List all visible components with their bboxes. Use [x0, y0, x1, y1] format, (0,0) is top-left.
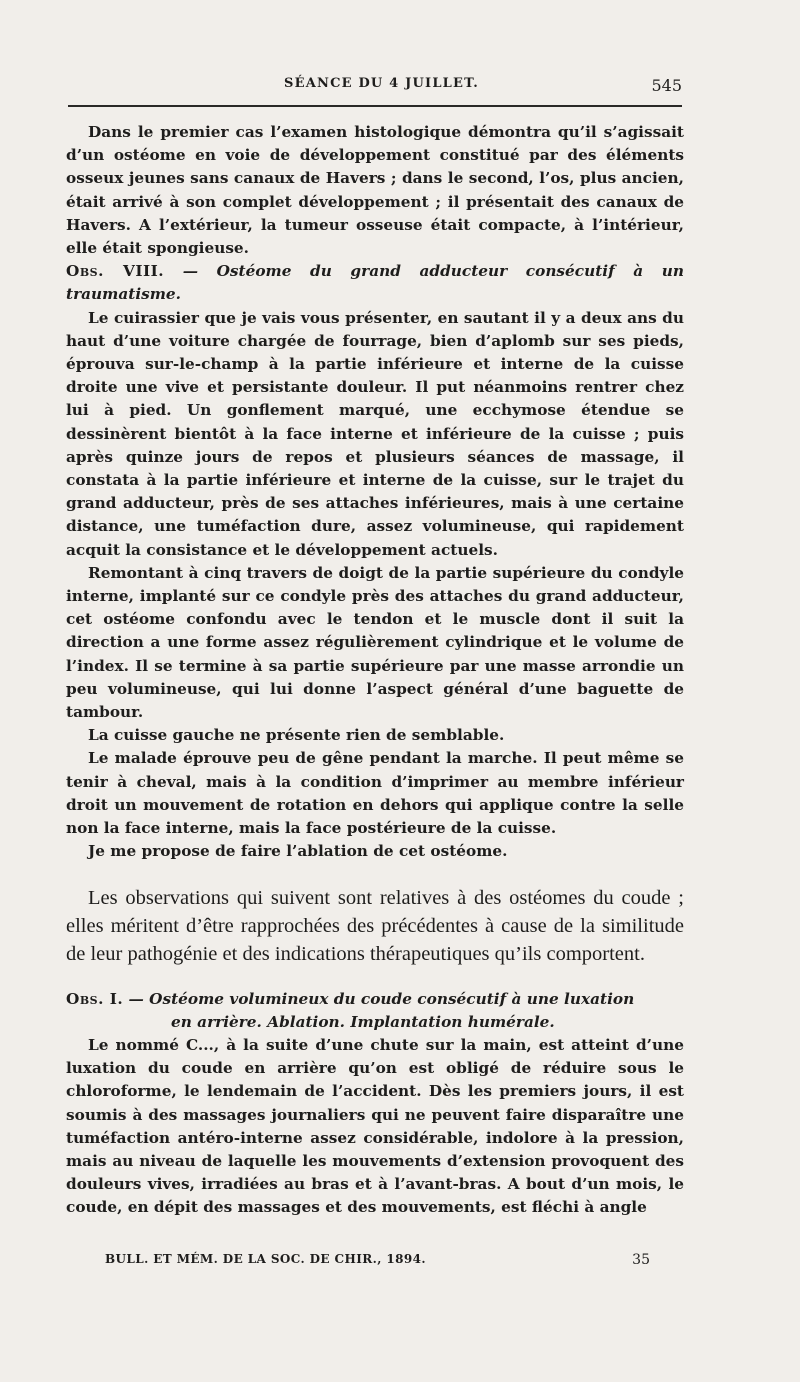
paragraph-elbow-intro: Les observations qui suivent sont relatives à des ostéomes du coude ; elles méritent d’être rapprochées des précédentes à cause de la similitude de leur pathogénie et des indications thérapeutiques qu’ils comportent.	[66, 886, 684, 965]
running-title: SÉANCE DU 4 JUILLET.	[284, 76, 480, 91]
body-text	[66, 121, 684, 1220]
observation-label: Obs. I.	[66, 989, 124, 1008]
footer-citation: BULL. ET MÉM. DE LA SOC. DE CHIR., 1894.	[105, 1252, 426, 1266]
paragraph-case-cuirassier: Le cuirassier que je vais vous présenter, en sautant il y a deux ans du haut d’une voiture chargée de fourrage, bien d’aplomb sur ses pieds, éprouva sur-le-champ à la partie inférieure et interne de la cuisse droite une vive et persistante douleur. Il put néanmoins rentrer chez lui à pied. Un gonflement marqué, une ecchymose étendue se dessinèrent bientôt à la face interne et inférieure de la cuisse ; puis après quinze jours de repos et plusieurs séances de massage, il constata à la partie inférieure et interne de la cuisse, sur le trajet du grand adducteur, près de ses attaches inférieures, mais à une certaine distance, une tuméfaction dure, assez volumineuse, qui rapidement acquit la consistance et le développement actuels.	[66, 308, 684, 559]
observation-heading-i	[66, 988, 684, 1034]
paragraph-left-thigh: La cuisse gauche ne présente rien de semblable.	[88, 726, 505, 745]
page-number: 545	[651, 76, 682, 95]
paragraph-gait: Le malade éprouve peu de gêne pendant la marche. Il peut même se tenir à cheval, mais à la condition d’imprimer au membre inférieur droit un mouvement de rotation en dehors qui applique contre la selle non la face interne, mais la face postérieure de la cuisse.	[66, 749, 684, 838]
sheet-number: 35	[632, 1252, 650, 1268]
observation-title: — Ostéome volumineux du coude consécutif à une luxation	[123, 989, 635, 1008]
header-rule	[68, 105, 682, 107]
paragraph-case-c: Le nommé C..., à la suite d’une chute sur la main, est atteint d’une luxation du coude en arrière qu’on est obligé de réduire sous le chloroforme, le lendemain de l’accident. Dès les premiers jours, il est soumis à des massages journaliers qui ne peuvent faire disparaître une tuméfaction antéro-interne assez considérable, indolore à la pression, mais au niveau de laquelle les mouvements d’extension provoquent des douleurs vives, irradiées au bras et à l’avant-bras. A bout d’un mois, le coude, en dépit des massages et des mouvements, est fléchi à angle	[66, 1035, 684, 1217]
observation-title: — Ostéome du grand adducteur consécutif à un traumatisme.	[66, 262, 684, 304]
paragraph-osteome-description: Remontant à cinq travers de doigt de la partie supérieure du condyle interne, implanté sur ce condyle près des attaches du grand adducteur, cet ostéome confondu avec le tendon et le muscle dont il suit la direction a une forme assez régulièrement cylindrique et le volume de l’index. Il se termine à sa partie supérieure par une masse arrondie un peu volumineuse, qui lui donne l’aspect général d’une baguette de tambour.	[66, 563, 684, 722]
observation-title-continued: en arrière. Ablation. Implantation humérale.	[171, 1012, 555, 1031]
page-footer	[105, 1252, 650, 1272]
page-header	[68, 76, 682, 98]
observation-label: Obs. VIII.	[66, 262, 165, 281]
paragraph-ablation: Je me propose de faire l’ablation de cet ostéome.	[88, 842, 508, 861]
paragraph-histology: Dans le premier cas l’examen histologique démontra qu’il s’agissait d’un ostéome en voie de développement constitué par des éléments osseux jeunes sans canaux de Havers ; dans le second, l’os, plus ancien, était arrivé à son complet développement ; il présentait des canaux de Havers. A l’extérieur, la tumeur osseuse était compacte, à l’intérieur, elle était spongieuse.	[66, 123, 684, 258]
observation-heading-viii	[66, 260, 684, 306]
